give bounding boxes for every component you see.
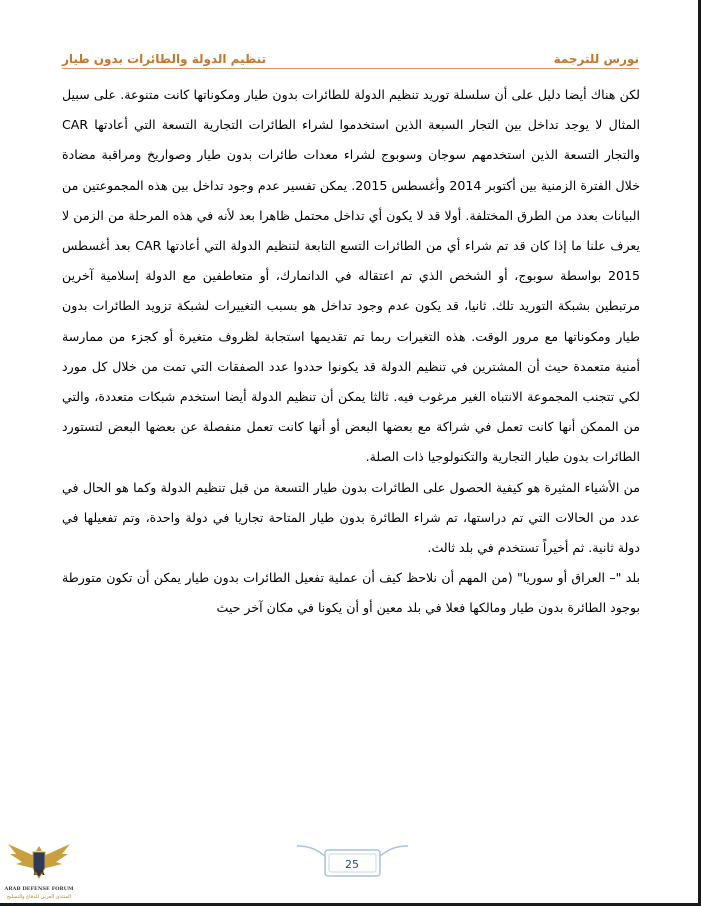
logo-arabic-name: المنتدى العربي للدفاع والتسليح: [6, 894, 72, 900]
forum-logo: [6, 838, 72, 904]
page-number: 25: [345, 858, 359, 871]
header-left-title: تنظيم الدولة والطائرات بدون طيار: [62, 52, 267, 66]
paragraph: لكن هناك أيضا دليل على أن سلسلة توريد تنظيم الدولة للطائرات بدون طيار ومكوناتها كانت متنوعة. على سبيل المثال لا يوجد تداخل بين التجار السبعة الذين استخدموا لشراء الطائرات التجارية التسعة التي أعادتها CAR والتجار التسعة الذين استخدمهم سوجان وسوبوج لشراء معدات طائرات بدون طيار وصواريخ ومراقبة مضادة خلال الفترة الزمنية بين أكتوبر 2014 وأغسطس 2015. يمكن تفسير عدم وجود تداخل بين هذه المجموعتين من البيانات بعدد من الطرق المختلفة. أولا قد لا يكون أي تداخل محتمل ظاهرا بعد لأنه في هذه المرحلة من الزمن لا يعرف علنا ما إذا كان قد تم شراء أي من الطائرات التسع التابعة لتنظيم الدولة التي أعادتها CAR بعد أغسطس 2015 بواسطة سوبوج، أو الشخص الذي تم اعتقاله في الدانمارك، أو متعاطفين مع الدولة إسلامية آخرين مرتبطين بشبكة التوريد تلك. ثانيا، قد يكون عدم وجود تداخل هو بسبب التغييرات لشبكة تزويد الطائرات بدون طيار ومكوناتها مع مرور الوقت. هذه التغيرات ربما تم تقديمها استجابة لظروف متغيرة أو كجزء من ممارسة أمنية متعمدة حيث أن المشترين في تنظيم الدولة قد يكونوا حددوا عدد الصفقات التي تمت من خلال كل مورد لكي تتجنب المجموعة الانتباه الغير مرغوب فيه. ثالثا يمكن أن تنظيم الدولة أيضا استخدم شبكات متعددة، والتي من الممكن أنها كانت تعمل في شراكة مع بعضها البعض أو أنها كانت تعمل منفصلة عن بعضها البعض لتستورد الطائرات بدون طيار التجارية والتكنولوجيا ذات الصلة.: [62, 87, 641, 465]
paragraph: بلد "– العراق أو سوريا" (من المهم أن نلاحظ كيف أن عملية تفعيل الطائرات بدون طيار يمكن أن تكون متورطة بوجود الطائرة بدون طيار ومالكها فعلا في بلد معين أو أن يكونا في مكان آخر حيث: [62, 570, 640, 616]
paragraph: من الأشياء المثيرة هو كيفية الحصول على الطائرات بدون طيار التسعة من قبل تنظيم الدولة وكما هو الحال في عدد من الحالات التي تم دراستها، تم شراء الطائرة بدون طيار المتاحة تجاريا في دولة واحدة، وتم تفعيلها في دولة ثانية. ثم أخيراً تستخدم في بلد ثالث.: [62, 479, 640, 556]
page-header: [62, 40, 639, 66]
header-divider: [62, 68, 639, 69]
header-right-title: نورس للترجمة: [553, 52, 639, 66]
document-body: [62, 80, 640, 624]
logo-abbreviation: DA: [33, 868, 45, 877]
eagle-emblem-icon: [6, 838, 72, 886]
logo-name: ARAB DEFENSE FORUM: [4, 886, 74, 892]
